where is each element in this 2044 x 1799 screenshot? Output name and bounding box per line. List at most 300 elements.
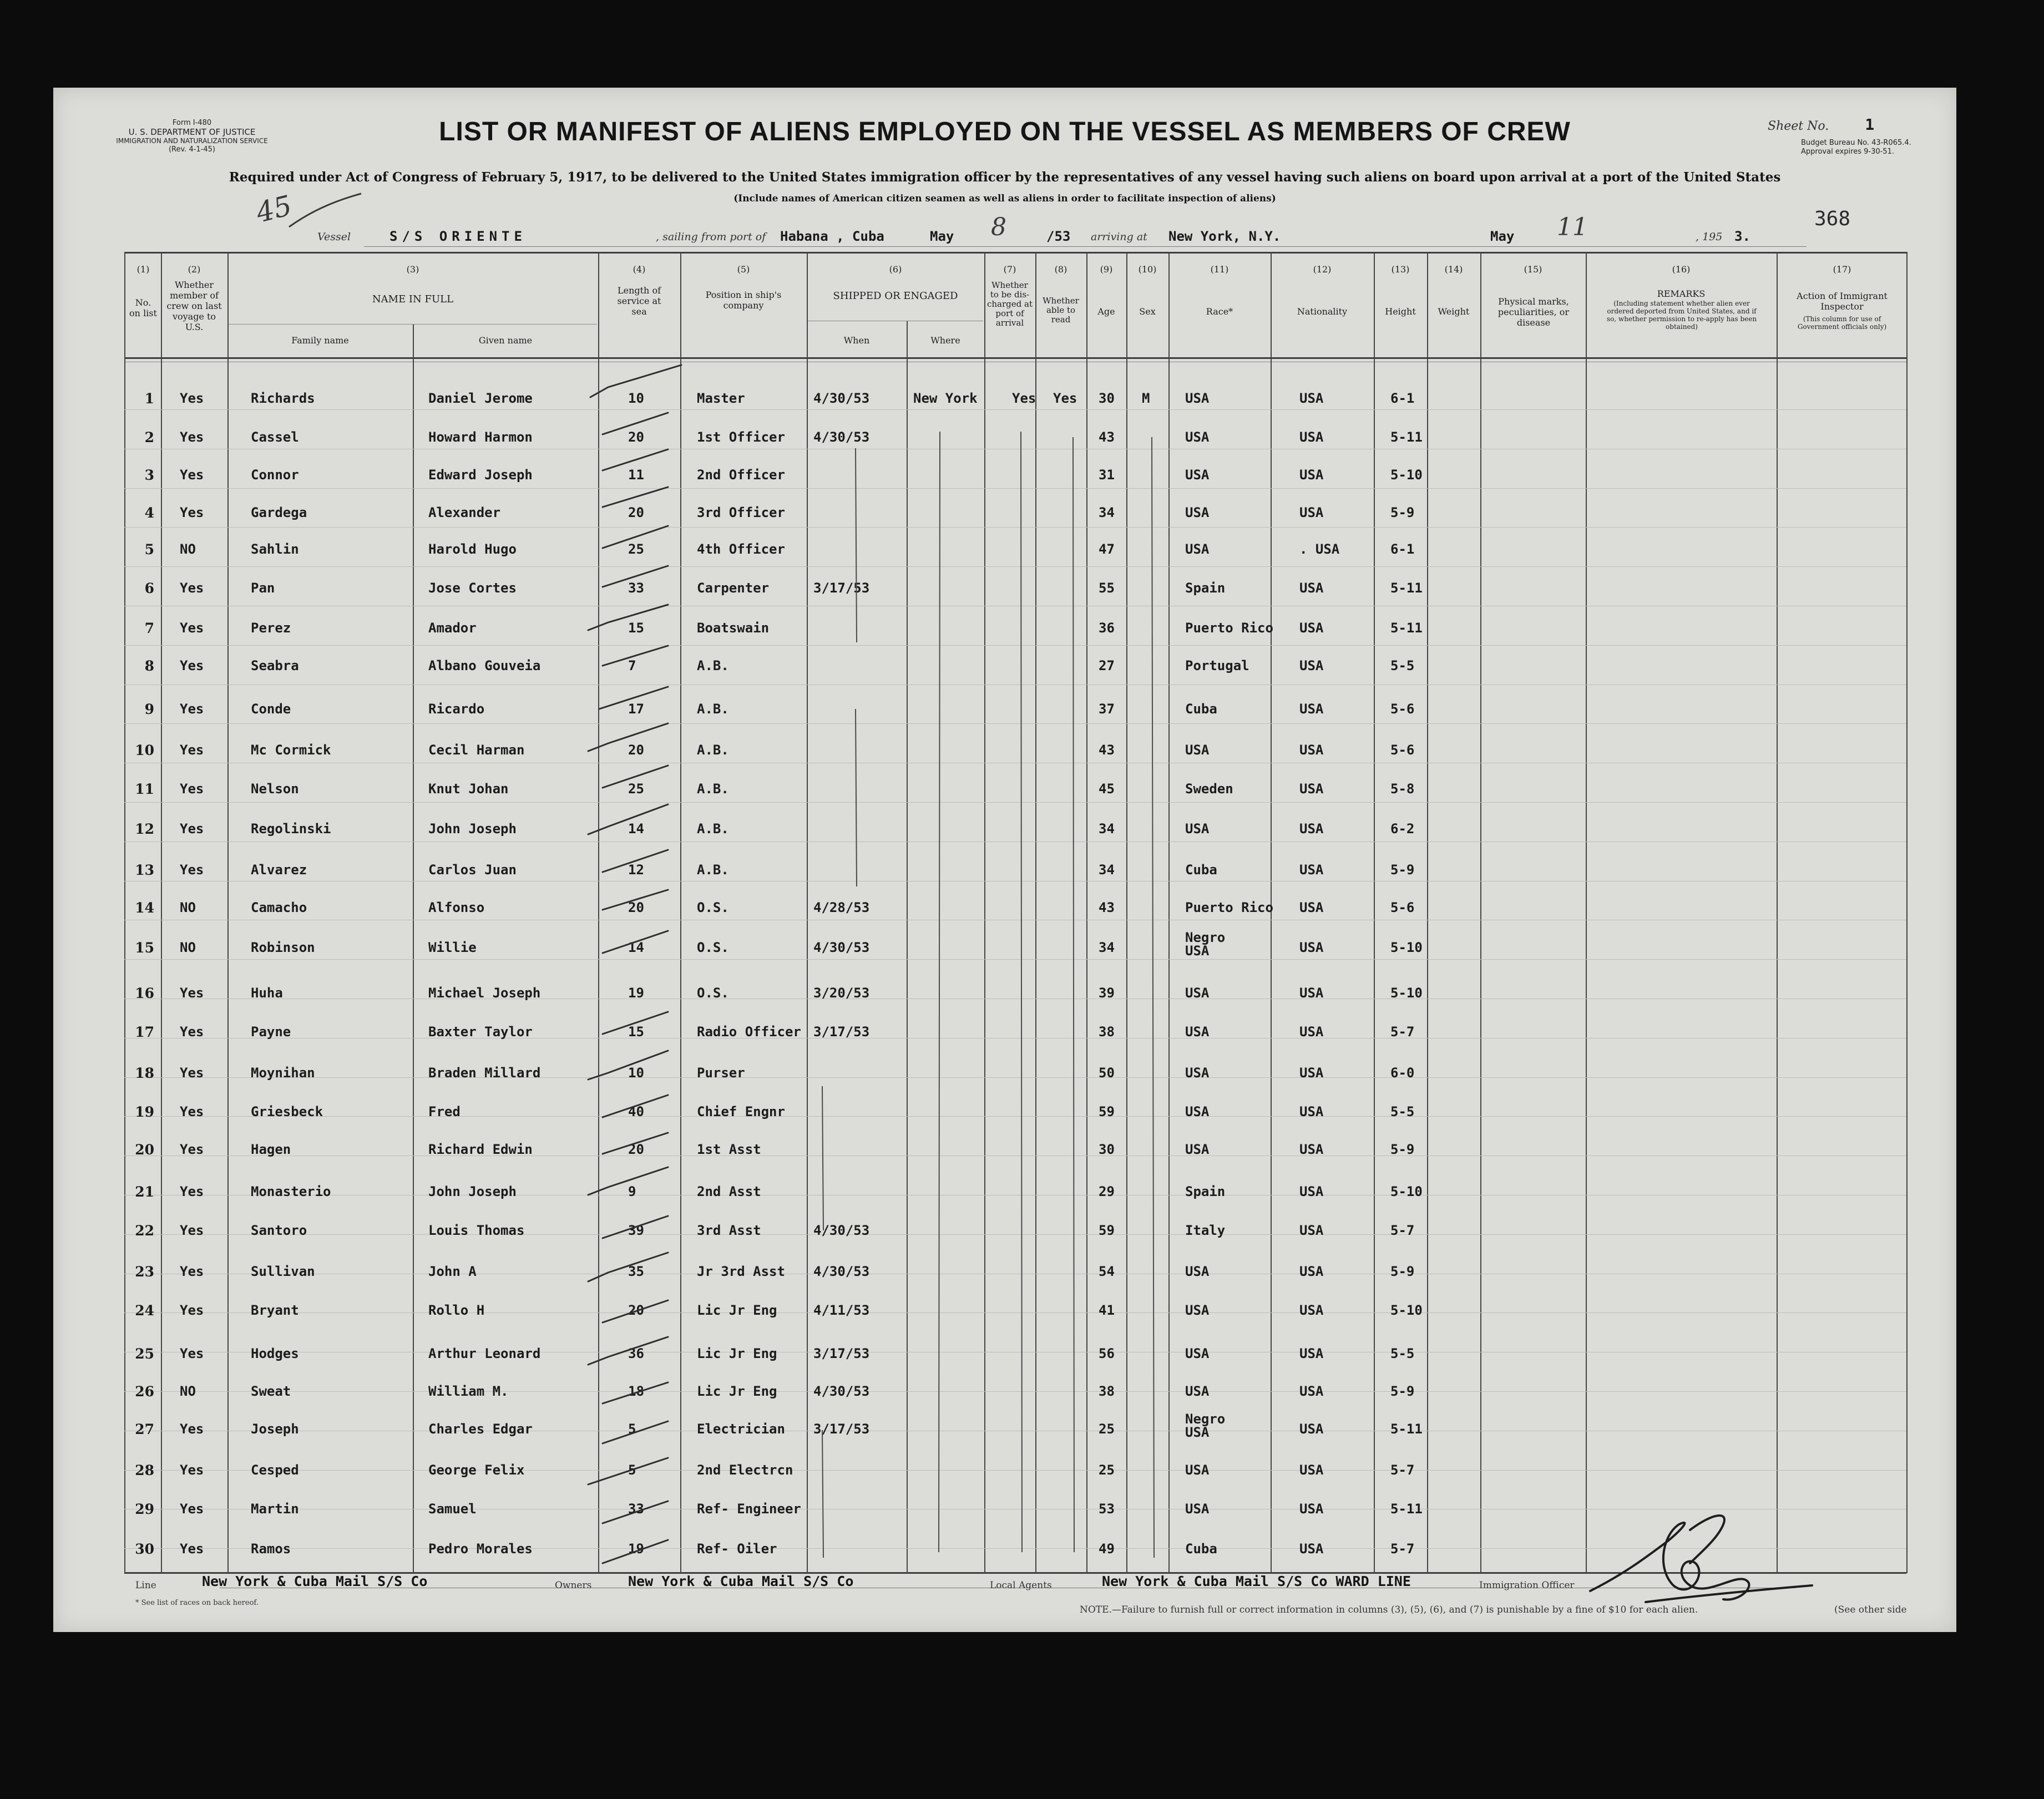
cell-age: 31 [1099, 467, 1115, 483]
col-3-number: (3) [406, 264, 419, 275]
col-1-label: No. on list [129, 297, 157, 318]
row-number: 25 [135, 1346, 154, 1362]
row-number: 17 [135, 1024, 154, 1040]
cell-height: 5-11 [1390, 620, 1423, 636]
cell-race: USA [1185, 1501, 1210, 1517]
day-to: 11 [1557, 213, 1588, 241]
col-11-label: Race* [1206, 306, 1233, 317]
cell-position: 2nd Electrcn [697, 1462, 793, 1478]
col-3-family: Family name [291, 335, 349, 346]
cell-prev-voyage: Yes [180, 1142, 204, 1157]
cell-service-length: 5 [628, 1421, 636, 1437]
cell-position: Electrician [697, 1421, 785, 1437]
cell-nationality: USA [1299, 1142, 1324, 1157]
service-name: IMMIGRATION AND NATURALIZATION SERVICE [116, 137, 268, 145]
cell-given-name: Jose Cortes [428, 580, 517, 596]
cell-prev-voyage: Yes [180, 781, 204, 797]
cell-sex: M [1142, 391, 1150, 406]
row-number: 23 [135, 1264, 154, 1280]
cell-race: USA [1185, 1024, 1210, 1040]
row-number: 9 [144, 701, 154, 717]
cell-position: O.S. [697, 940, 729, 955]
cell-shipped-when: 4/30/53 [813, 1384, 870, 1399]
cell-race: USA [1185, 1462, 1210, 1478]
cell-position: O.S. [697, 985, 729, 1001]
sailing-label: , sailing from port of [656, 231, 766, 243]
cell-prev-voyage: Yes [180, 1184, 204, 1199]
cell-service-length: 40 [628, 1104, 644, 1119]
cell-nationality: USA [1299, 1421, 1324, 1437]
cell-height: 5-6 [1390, 701, 1415, 717]
cell-age: 49 [1099, 1541, 1115, 1557]
cell-position: 2nd Officer [697, 467, 785, 483]
col-14-number: (14) [1444, 264, 1463, 275]
manifest-sheet [53, 88, 1956, 1632]
cell-height: 5-5 [1390, 1104, 1415, 1119]
cell-prev-voyage: Yes [180, 429, 204, 445]
cell-service-length: 10 [628, 1065, 644, 1081]
cell-height: 6-1 [1390, 541, 1415, 557]
cell-given-name: Arthur Leonard [428, 1346, 541, 1361]
row-number: 27 [135, 1421, 154, 1437]
cell-shipped-when: 3/17/53 [813, 1024, 870, 1040]
cell-shipped-when: 4/30/53 [813, 429, 870, 445]
cell-position: Ref- Engineer [697, 1501, 801, 1517]
row-number: 11 [135, 781, 154, 797]
cell-height: 5-9 [1390, 862, 1415, 878]
cell-height: 5-6 [1390, 742, 1415, 758]
owners-label: Owners [555, 1580, 592, 1591]
cell-given-name: Richard Edwin [428, 1142, 533, 1157]
cell-nationality: USA [1299, 940, 1324, 955]
cell-service-length: 20 [628, 742, 644, 758]
cell-height: 5-7 [1390, 1223, 1415, 1238]
check-marks [53, 88, 1956, 1632]
cell-position: O.S. [697, 900, 729, 915]
cell-prev-voyage: Yes [180, 391, 204, 406]
cell-prev-voyage: Yes [180, 1223, 204, 1238]
line-label: Line [135, 1580, 156, 1591]
col-6-when: When [843, 335, 870, 346]
cell-race: USA [1185, 505, 1210, 520]
cell-position: 3rd Asst [697, 1223, 761, 1238]
cell-prev-voyage: NO [180, 541, 196, 557]
col-17-note: (This column for use of Government officials only) [1797, 315, 1887, 331]
cell-position: Boatswain [697, 620, 770, 636]
cell-nationality: . USA [1299, 541, 1340, 557]
cell-given-name: John Joseph [428, 1184, 517, 1199]
cell-nationality: USA [1299, 505, 1324, 520]
cell-given-name: Rollo H [428, 1303, 485, 1318]
year-prefix: , 195 [1696, 231, 1723, 243]
row-number: 1 [144, 391, 154, 407]
cell-race: Spain [1185, 1184, 1226, 1199]
col-8-number: (8) [1054, 264, 1067, 275]
cell-service-length: 25 [628, 541, 644, 557]
cell-position: 1st Officer [697, 429, 785, 445]
cell-position: Lic Jr Eng [697, 1346, 777, 1361]
cell-nationality: USA [1299, 1024, 1324, 1040]
cell-nationality: USA [1299, 1104, 1324, 1119]
row-number: 21 [135, 1184, 154, 1200]
cell-age: 56 [1099, 1346, 1115, 1361]
cell-service-length: 11 [628, 467, 644, 483]
cell-position: 3rd Officer [697, 505, 785, 520]
cell-nationality: USA [1299, 429, 1324, 445]
cell-height: 5-10 [1390, 940, 1423, 955]
cell-age: 27 [1099, 658, 1115, 673]
cell-prev-voyage: Yes [180, 1065, 204, 1081]
form-number: Form I-480 [172, 119, 212, 127]
row-number: 19 [135, 1104, 154, 1120]
cell-family-name: Huha [251, 985, 283, 1001]
cell-nationality: USA [1299, 1384, 1324, 1399]
cell-given-name: John Joseph [428, 821, 517, 837]
cell-prev-voyage: NO [180, 940, 196, 955]
cell-prev-voyage: NO [180, 900, 196, 915]
col-17-label: Action of Immigrant Inspector [1797, 291, 1888, 312]
month-to: May [1490, 229, 1515, 244]
cell-nationality: USA [1299, 701, 1324, 717]
cell-family-name: Bryant [251, 1303, 299, 1318]
row-number: 29 [135, 1501, 154, 1517]
cell-race: USA [1185, 541, 1210, 557]
cell-given-name: Fred [428, 1104, 461, 1119]
cell-service-length: 20 [628, 505, 644, 520]
cell-nationality: USA [1299, 1346, 1324, 1361]
cell-service-length: 15 [628, 620, 644, 636]
cell-given-name: Michael Joseph [428, 985, 541, 1001]
cell-given-name: Pedro Morales [428, 1541, 533, 1557]
cell-age: 59 [1099, 1223, 1115, 1238]
cell-family-name: Richards [251, 391, 315, 406]
cell-position: A.B. [697, 701, 729, 717]
col-15-number: (15) [1524, 264, 1542, 275]
cell-prev-voyage: Yes [180, 505, 204, 520]
cell-position: Chief Engnr [697, 1104, 785, 1119]
cell-given-name: Baxter Taylor [428, 1024, 533, 1040]
department: U. S. DEPARTMENT OF JUSTICE [128, 127, 256, 137]
row-number: 2 [144, 429, 154, 445]
cell-given-name: Harold Hugo [428, 541, 517, 557]
vessel-name: S/S ORIENTE [389, 229, 527, 244]
cell-shipped-when: 3/20/53 [813, 985, 870, 1001]
cell-height: 5-6 [1390, 900, 1415, 915]
col-15-label: Physical marks, peculiarities, or disease [1497, 296, 1570, 328]
cell-height: 5-10 [1390, 985, 1423, 1001]
row-number: 5 [144, 541, 154, 558]
cell-position: Lic Jr Eng [697, 1384, 777, 1399]
page-subnote: (Include names of American citizen seamen as well as aliens in order to facilitate inspection of aliens) [733, 193, 1276, 204]
cell-height: 5-10 [1390, 1184, 1423, 1199]
col-16-label: REMARKS [1657, 288, 1706, 299]
cell-position: Carpenter [697, 580, 770, 596]
cell-service-length: 33 [628, 1501, 644, 1517]
cell-nationality: USA [1299, 391, 1324, 406]
col-17-number: (17) [1833, 264, 1851, 275]
row-number: 6 [144, 580, 154, 596]
cell-age: 34 [1099, 940, 1115, 955]
cell-position: Ref- Oiler [697, 1541, 777, 1557]
row-number: 30 [135, 1541, 154, 1557]
cell-race: USA [1185, 1346, 1210, 1361]
cell-position: Radio Officer [697, 1024, 801, 1040]
officer-label: Immigration Officer [1479, 1580, 1575, 1591]
vessel-label: Vessel [317, 231, 351, 243]
line-value: New York & Cuba Mail S/S Co [202, 1573, 428, 1589]
cell-given-name: Alexander [428, 505, 501, 520]
agents-label: Local Agents [990, 1580, 1052, 1591]
row-number: 8 [144, 658, 154, 674]
cell-nationality: USA [1299, 742, 1324, 758]
col-10-number: (10) [1138, 264, 1157, 275]
cell-prev-voyage: Yes [180, 658, 204, 673]
approval-expiry: Approval expires 9-30-51. [1801, 148, 1894, 156]
cell-given-name: John A [428, 1264, 477, 1279]
cell-prev-voyage: Yes [180, 580, 204, 596]
cell-nationality: USA [1299, 658, 1324, 673]
sheet-label: Sheet No. [1768, 119, 1829, 133]
cell-height: 5-9 [1390, 1264, 1415, 1279]
cell-height: 5-11 [1390, 1501, 1423, 1517]
cell-nationality: USA [1299, 781, 1324, 797]
row-number: 14 [135, 900, 154, 916]
cell-service-length: 20 [628, 429, 644, 445]
cell-age: 37 [1099, 701, 1115, 717]
row-number: 16 [135, 985, 154, 1001]
cell-service-length: 17 [628, 701, 644, 717]
cell-height: 5-11 [1390, 1421, 1423, 1437]
fine-note: NOTE.—Failure to furnish full or correct information in columns (3), (5), (6), and (7) is punishable by a fine of $10 for each alien. [1080, 1604, 1698, 1615]
cell-race: Negro USA [1185, 1411, 1226, 1440]
cell-family-name: Conde [251, 701, 291, 717]
handwritten-mark: 45 [252, 189, 295, 229]
cell-position: 1st Asst [697, 1142, 761, 1157]
col-3-given: Given name [478, 335, 533, 346]
cell-nationality: USA [1299, 900, 1324, 915]
stamp-number: 368 [1814, 207, 1851, 230]
sheet-value: 1 [1865, 115, 1875, 134]
cell-family-name: Payne [251, 1024, 291, 1040]
cell-height: 5-9 [1390, 505, 1415, 520]
cell-nationality: USA [1299, 1462, 1324, 1478]
cell-height: 5-5 [1390, 658, 1415, 673]
cell-race: USA [1185, 1065, 1210, 1081]
cell-family-name: Perez [251, 620, 291, 636]
cell-age: 50 [1099, 1065, 1115, 1081]
cell-nationality: USA [1299, 985, 1324, 1001]
cell-prev-voyage: NO [180, 1384, 196, 1399]
cell-family-name: Cesped [251, 1462, 299, 1478]
cell-position: Purser [697, 1065, 745, 1081]
cell-family-name: Monasterio [251, 1184, 331, 1199]
cell-age: 34 [1099, 821, 1115, 837]
cell-shipped-when: 4/30/53 [813, 940, 870, 955]
col-7-label: Whether to be dis-charged at port of arrival [987, 280, 1033, 328]
cell-family-name: Cassel [251, 429, 299, 445]
cell-race: USA [1185, 742, 1210, 758]
cell-shipped-when: 4/30/53 [813, 391, 870, 406]
cell-race: Puerto Rico [1185, 900, 1273, 915]
cell-position: A.B. [697, 742, 729, 758]
cell-nationality: USA [1299, 862, 1324, 878]
cell-position: A.B. [697, 781, 729, 797]
cell-age: 38 [1099, 1384, 1115, 1399]
row-number: 3 [144, 467, 154, 483]
cell-age: 43 [1099, 900, 1115, 915]
cell-service-length: 7 [628, 658, 636, 673]
cell-race: USA [1185, 1142, 1210, 1157]
col-10-label: Sex [1139, 306, 1156, 317]
page-title: LIST OR MANIFEST OF ALIENS EMPLOYED ON THE VESSEL AS MEMBERS OF CREW [439, 117, 1571, 146]
cell-service-length: 33 [628, 580, 644, 596]
col-9-number: (9) [1100, 264, 1113, 275]
cell-prev-voyage: Yes [180, 467, 204, 483]
cell-prev-voyage: Yes [180, 1346, 204, 1361]
cell-height: 5-10 [1390, 467, 1423, 483]
cell-service-length: 20 [628, 1142, 644, 1157]
cell-service-length: 15 [628, 1024, 644, 1040]
page-subtitle: Required under Act of Congress of February 5, 1917, to be delivered to the United States immigration officer by the representatives of any vessel having such aliens on board upon arrival at a port of the United States [229, 170, 1781, 185]
cell-prev-voyage: Yes [180, 1541, 204, 1557]
cell-family-name: Moynihan [251, 1065, 315, 1081]
cell-prev-voyage: Yes [180, 985, 204, 1001]
cell-race: Negro USA [1185, 930, 1226, 959]
cell-age: 36 [1099, 620, 1115, 636]
cell-position: Jr 3rd Asst [697, 1264, 785, 1279]
cell-position: Master [697, 391, 745, 406]
col-14-label: Weight [1438, 306, 1470, 317]
cell-family-name: Gardega [251, 505, 307, 520]
cell-shipped-when: 4/30/53 [813, 1223, 870, 1238]
col-7-number: (7) [1003, 264, 1016, 275]
cell-nationality: USA [1299, 1541, 1324, 1557]
cell-nationality: USA [1299, 1501, 1324, 1517]
cell-family-name: Camacho [251, 900, 307, 915]
cell-race: USA [1185, 1384, 1210, 1399]
port-from: Habana , Cuba [780, 229, 884, 244]
cell-service-length: 19 [628, 985, 644, 1001]
cell-prev-voyage: Yes [180, 742, 204, 758]
cell-height: 5-10 [1390, 1303, 1423, 1318]
cell-race: Cuba [1185, 862, 1217, 878]
cell-height: 5-7 [1390, 1462, 1415, 1478]
cell-shipped-when: 3/17/53 [813, 1346, 870, 1361]
col-4-label: Length of service at sea [617, 285, 661, 317]
cell-race: Italy [1185, 1223, 1226, 1238]
cell-race: Cuba [1185, 701, 1217, 717]
cell-race: Spain [1185, 580, 1226, 596]
cell-family-name: Sullivan [251, 1264, 315, 1279]
cell-race: USA [1185, 429, 1210, 445]
row-number: 18 [135, 1065, 154, 1081]
cell-family-name: Griesbeck [251, 1104, 323, 1119]
row-number: 24 [135, 1303, 154, 1319]
row-number: 4 [144, 505, 154, 521]
cell-prev-voyage: Yes [180, 1104, 204, 1119]
cell-given-name: Howard Harmon [428, 429, 533, 445]
cell-age: 53 [1099, 1501, 1115, 1517]
cell-age: 25 [1099, 1421, 1115, 1437]
cell-shipped-when: 3/17/53 [813, 1421, 870, 1437]
cell-family-name: Pan [251, 580, 275, 596]
cell-age: 29 [1099, 1184, 1115, 1199]
cell-age: 30 [1099, 391, 1115, 406]
cell-given-name: Daniel Jerome [428, 391, 533, 406]
cell-age: 34 [1099, 505, 1115, 520]
row-number: 20 [135, 1142, 154, 1158]
cell-prev-voyage: Yes [180, 1303, 204, 1318]
cell-race: USA [1185, 1104, 1210, 1119]
cell-prev-voyage: Yes [180, 1264, 204, 1279]
cell-service-length: 5 [628, 1462, 636, 1478]
row-number: 7 [144, 620, 154, 636]
col-11-number: (11) [1210, 264, 1229, 275]
cell-height: 5-7 [1390, 1541, 1415, 1557]
col-4-number: (4) [633, 264, 646, 275]
cell-age: 45 [1099, 781, 1115, 797]
cell-service-length: 19 [628, 1541, 644, 1557]
cell-height: 5-9 [1390, 1142, 1415, 1157]
cell-service-length: 10 [628, 391, 644, 406]
col-12-label: Nationality [1297, 306, 1348, 317]
cell-given-name: George Felix [428, 1462, 525, 1478]
cell-given-name: Braden Millard [428, 1065, 541, 1081]
cell-family-name: Regolinski [251, 821, 331, 837]
cell-race: USA [1185, 1303, 1210, 1318]
cell-service-length: 39 [628, 1223, 644, 1238]
cell-family-name: Sahlin [251, 541, 299, 557]
cell-race: Portugal [1185, 658, 1249, 673]
officer-signature [1579, 1508, 1818, 1613]
cell-service-length: 25 [628, 781, 644, 797]
cell-prev-voyage: Yes [180, 1462, 204, 1478]
cell-age: 54 [1099, 1264, 1115, 1279]
cell-race: USA [1185, 1264, 1210, 1279]
cell-age: 47 [1099, 541, 1115, 557]
cell-prev-voyage: Yes [180, 1421, 204, 1437]
cell-given-name: Samuel [428, 1501, 477, 1517]
cell-family-name: Sweat [251, 1384, 291, 1399]
cell-service-length: 35 [628, 1264, 644, 1279]
cell-race: Cuba [1185, 1541, 1217, 1557]
cell-able-to-read: Yes [1053, 391, 1077, 406]
cell-nationality: USA [1299, 821, 1324, 837]
col-12-number: (12) [1313, 264, 1332, 275]
cell-given-name: Charles Edgar [428, 1421, 533, 1437]
cell-nationality: USA [1299, 1184, 1324, 1199]
cell-family-name: Martin [251, 1501, 299, 1517]
cell-prev-voyage: Yes [180, 701, 204, 717]
cell-nationality: USA [1299, 580, 1324, 596]
races-note: * See list of races on back hereof. [135, 1599, 259, 1607]
cell-family-name: Santoro [251, 1223, 307, 1238]
cell-family-name: Robinson [251, 940, 315, 955]
cell-family-name: Mc Cormick [251, 742, 331, 758]
row-number: 12 [135, 821, 154, 837]
row-number: 26 [135, 1384, 154, 1400]
cell-family-name: Joseph [251, 1421, 299, 1437]
cell-family-name: Seabra [251, 658, 299, 673]
cell-given-name: Albano Gouveia [428, 658, 541, 673]
col-5-number: (5) [737, 264, 750, 275]
cell-given-name: Willie [428, 940, 477, 955]
cell-race: USA [1185, 467, 1210, 483]
cell-family-name: Connor [251, 467, 299, 483]
col-5-label: Position in ship's company [705, 290, 782, 311]
cell-shipped-when: 4/30/53 [813, 1264, 870, 1279]
col-16-number: (16) [1672, 264, 1691, 275]
